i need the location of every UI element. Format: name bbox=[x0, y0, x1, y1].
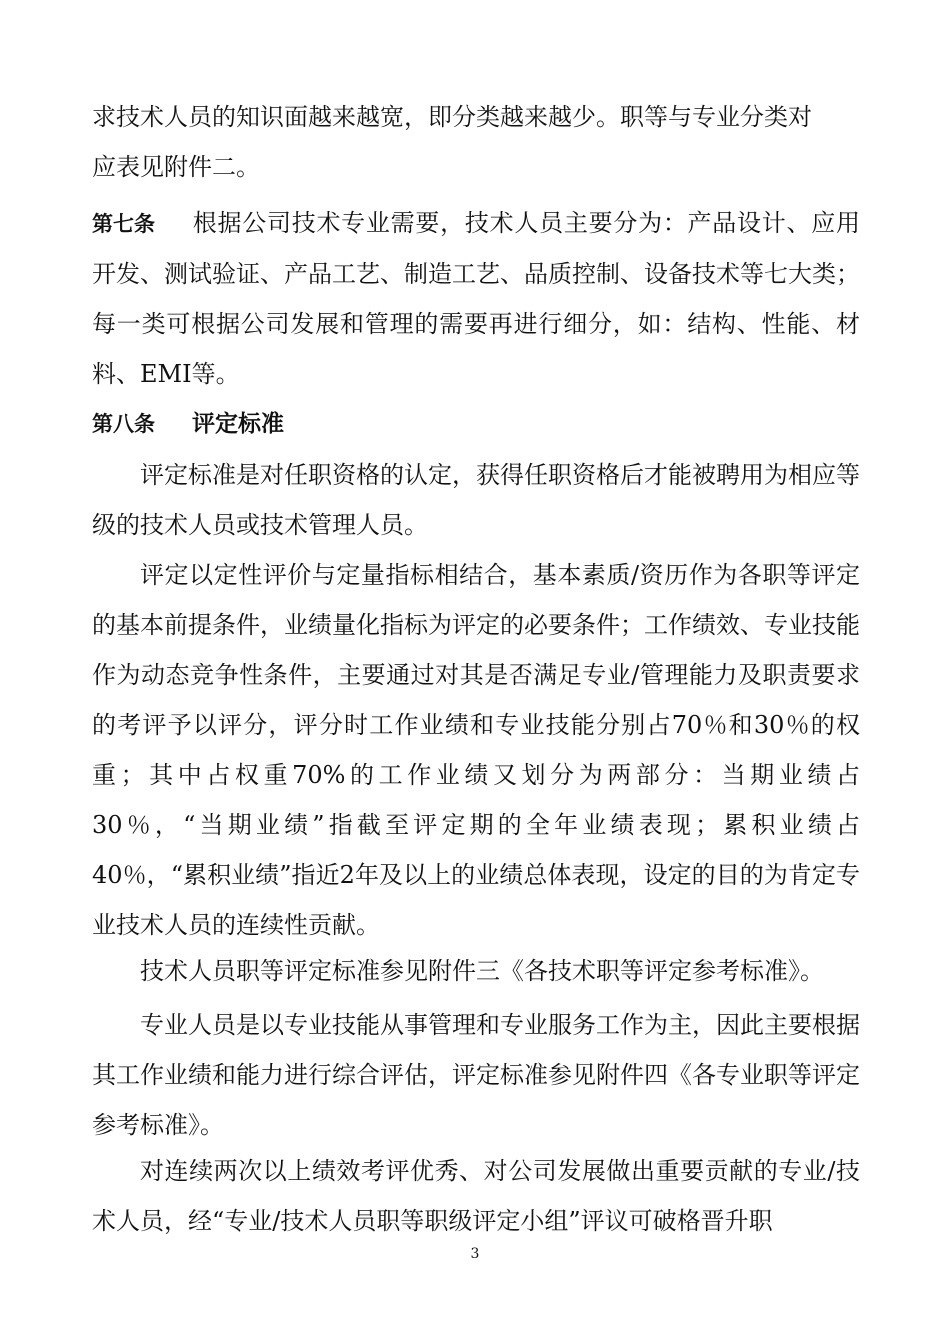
continuation-line: 求技术人员的知识面越来越宽，即分类越来越少。职等与专业分类对 bbox=[92, 103, 812, 131]
article-8-heading bbox=[92, 398, 860, 449]
article-7 bbox=[92, 198, 860, 399]
paragraph: 专业人员是以专业技能从事管理和专业服务工作为主，因此主要根据其工作业绩和能力进行综合评估，评定标准参见附件四《各专业职等评定参考标准》。 bbox=[92, 1011, 860, 1139]
article-7-text: 根据公司技术专业需要，技术人员主要分为：产品设计、应用开发、测试验证、产品工艺、制造工艺、品质控制、设备技术等七大类；每一类可根据公司发展和管理的需要再进行细分，如：结构、性能、材料、EMI等。 bbox=[92, 209, 860, 388]
article-8-label: 第八条 bbox=[92, 412, 155, 436]
paragraph: 评定标准是对任职资格的认定，获得任职资格后才能被聘用为相应等级的技术人员或技术管理人员。 bbox=[92, 461, 860, 539]
article-7-label: 第七条 bbox=[92, 212, 155, 236]
paragraph: 对连续两次以上绩效考评优秀、对公司发展做出重要贡献的专业/技术人员，经“专业/技术人员职等职级评定小组”评议可破格晋升职 bbox=[92, 1157, 860, 1235]
page-number: 3 bbox=[470, 1246, 480, 1262]
paragraph: 评定以定性评价与定量指标相结合，基本素质/资历作为各职等评定的基本前提条件，业绩量化指标为评定的必要条件；工作绩效、专业技能作为动态竞争性条件，主要通过对其是否满足专业/管理能力及职责要求的考评予以评分，评分时工作业绩和专业技能分别占70％和30％的权重；其中占权重70%的工作业绩又划分为两部分：当期业绩占30％，“当期业绩”指截至评定期的全年业绩表现；累积业绩占40％，“累积业绩”指近2年及以上的业绩总体表现，设定的目的为肯定专业技术人员的连续性贡献。 bbox=[92, 561, 860, 939]
article-8-title: 评定标准 bbox=[192, 411, 284, 437]
continuation-line: 应表见附件二。 bbox=[92, 153, 260, 181]
paragraph: 技术人员职等评定标准参见附件三《各技术职等评定参考标准》。 bbox=[140, 957, 824, 985]
